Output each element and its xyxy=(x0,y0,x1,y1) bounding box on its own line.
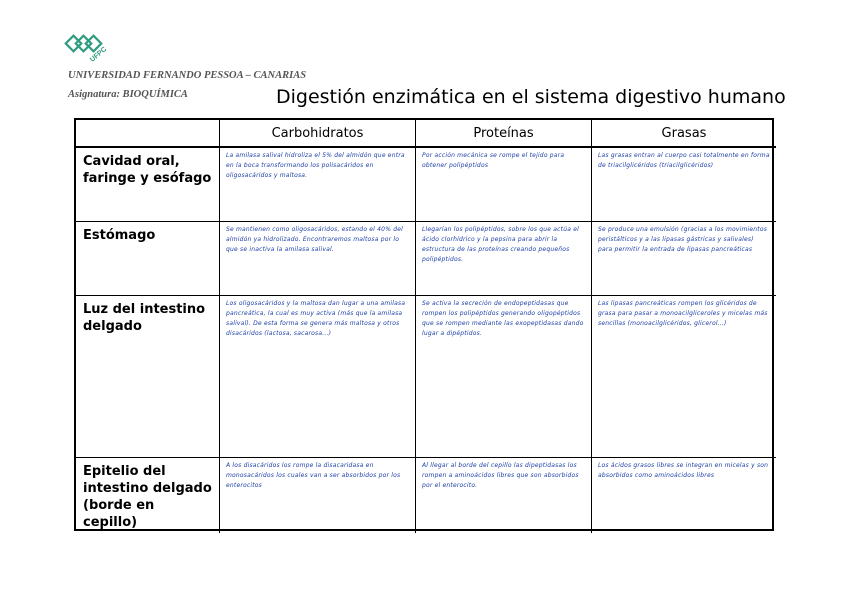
cell-proteinas: Al llegar al borde del cepillo las dipeptidasas los rompen a aminoácidos libres que son absorbidos por el enterocito. xyxy=(416,458,592,533)
row-label-cavidad-oral: Cavidad oral, faringe y esófago xyxy=(76,148,220,222)
cell-proteinas: Se activa la secreción de endopeptidasas que rompen los polipéptidos generando oligopéptidos que se rompen mediante las exopeptidasas dando lugar a dipéptidos. xyxy=(416,296,592,458)
cell-carbohidratos: La amilasa salival hidroliza el 5% del almidón que entra en la boca transformando los polisacáridos en oligosacáridos y maltosa. xyxy=(220,148,416,222)
row-label-estomago: Estómago xyxy=(76,222,220,296)
row-label-luz-intestino: Luz del intestino delgado xyxy=(76,296,220,458)
cell-carbohidratos: Se mantienen como oligosacáridos, estando el 40% del almidón ya hidrolizado. Encontraremos maltosa por lo que se inactiva la amilasa salival. xyxy=(220,222,416,296)
cell-proteinas: Llegarían los polipéptidos, sobre los que actúa el ácido clorhídrico y la pepsina para abrir la estructura de las proteínas creando pequeños polipéptidos. xyxy=(416,222,592,296)
header-empty-cell xyxy=(76,120,220,148)
subject-label: Asignatura: BIOQUÍMICA xyxy=(68,89,188,100)
cell-proteinas: Por acción mecánica se rompe el tejido para obtener polipéptidos xyxy=(416,148,592,222)
cell-grasas: Los ácidos grasos libres se integran en micelas y son absorbidos como aminoácidos libres xyxy=(598,462,769,479)
page-title: Digestión enzimática en el sistema digestivo humano xyxy=(276,86,786,108)
cell-carbohidratos: Los oligosacáridos y la maltosa dan lugar a una amilasa pancreática, la cual es muy activa (más que la amilasa salival). De esta forma se genera más maltosa y otros disacáridos (lactosa, sacarosa...) xyxy=(220,296,416,458)
university-logo xyxy=(64,32,110,72)
cell-grasas: Las grasas entran al cuerpo casi totalmente en forma de triacilglicéridos (triacilglicéridos) xyxy=(592,148,776,222)
row-label-epitelio: Epitelio del intestino delgado (borde en cepillo) xyxy=(76,458,220,533)
cell-carbohidratos: A los disacáridos los rompe la disacaridasa en monosacáridos los cuales van a ser absorbidos por los enterocitos xyxy=(220,458,416,533)
digestion-table xyxy=(74,118,774,531)
logo-letters: UFPC xyxy=(89,46,109,64)
column-header-proteinas: Proteínas xyxy=(416,120,592,148)
university-name: UNIVERSIDAD FERNANDO PESSOA – CANARIAS xyxy=(68,70,307,81)
cell-grasas: Las lipasas pancreáticas rompen los glicéridos de grasa para pasar a monoacilgliceroles y micelas más sencillas (monoacilglicéridos, glicerol...) xyxy=(592,296,776,458)
cell-grasas: Se produce una emulsión (gracias a los movimientos peristálticos y a las lipasas gástricas y salivales) para permitir la entrada de lipasas pancreáticas xyxy=(592,222,776,296)
column-header-carbohidratos: Carbohidratos xyxy=(220,120,416,148)
column-header-grasas: Grasas xyxy=(592,120,776,148)
